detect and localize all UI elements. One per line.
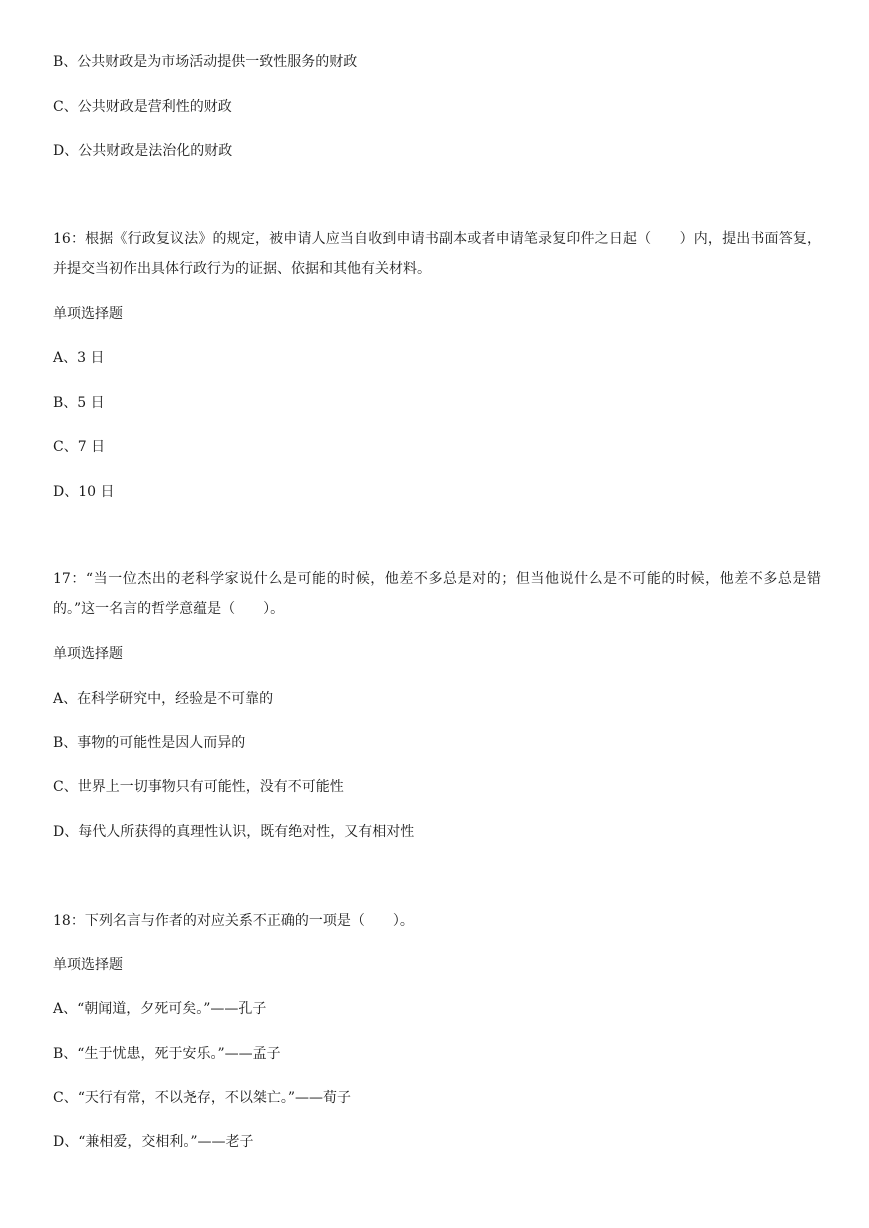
- q16-option-d: D、10 日: [53, 484, 115, 500]
- q17-type: 单项选择题: [53, 646, 123, 662]
- q18-stem: 18：下列名言与作者的对应关系不正确的一项是（ ）。: [53, 913, 414, 929]
- q15-option-b: B、公共财政是为市场活动提供一致性服务的财政: [53, 54, 358, 70]
- q16-stem: 16：根据《行政复议法》的规定，被申请人应当自收到申请书副本或者申请笔录复印件之日起（ ）内，提出书面答复，并提交当初作出具体行政行为的证据、依据和其他有关材料。: [53, 231, 821, 277]
- q18-option-d: D、“兼相爱，交相利。”——老子: [53, 1134, 254, 1150]
- q18-type: 单项选择题: [53, 957, 123, 973]
- q18-option-a: A、“朝闻道，夕死可矣。”——孔子: [53, 1001, 267, 1017]
- q17-option-a: A、在科学研究中，经验是不可靠的: [53, 691, 274, 707]
- q16-type: 单项选择题: [53, 306, 123, 322]
- q17-option-b: B、事物的可能性是因人而异的: [53, 735, 246, 751]
- q18-option-c: C、“天行有常，不以尧存，不以桀亡。”——荀子: [53, 1090, 352, 1106]
- q16-option-c: C、7 日: [53, 439, 106, 455]
- q15-option-c: C、公共财政是营利性的财政: [53, 99, 232, 115]
- q15-option-d: D、公共财政是法治化的财政: [53, 143, 233, 159]
- q18-option-b: B、“生于忧患，死于安乐。”——孟子: [53, 1046, 281, 1062]
- q16-option-a: A、3 日: [53, 350, 105, 366]
- q17-option-d: D、每代人所获得的真理性认识，既有绝对性，又有相对性: [53, 824, 415, 840]
- q17-option-c: C、世界上一切事物只有可能性，没有不可能性: [53, 779, 344, 795]
- q16-option-b: B、5 日: [53, 395, 105, 411]
- q17-stem: 17：“当一位杰出的老科学家说什么是可能的时候，他差不多总是对的；但当他说什么是不可能的时候，他差不多总是错的。”这一名言的哲学意蕴是（ ）。: [53, 571, 821, 617]
